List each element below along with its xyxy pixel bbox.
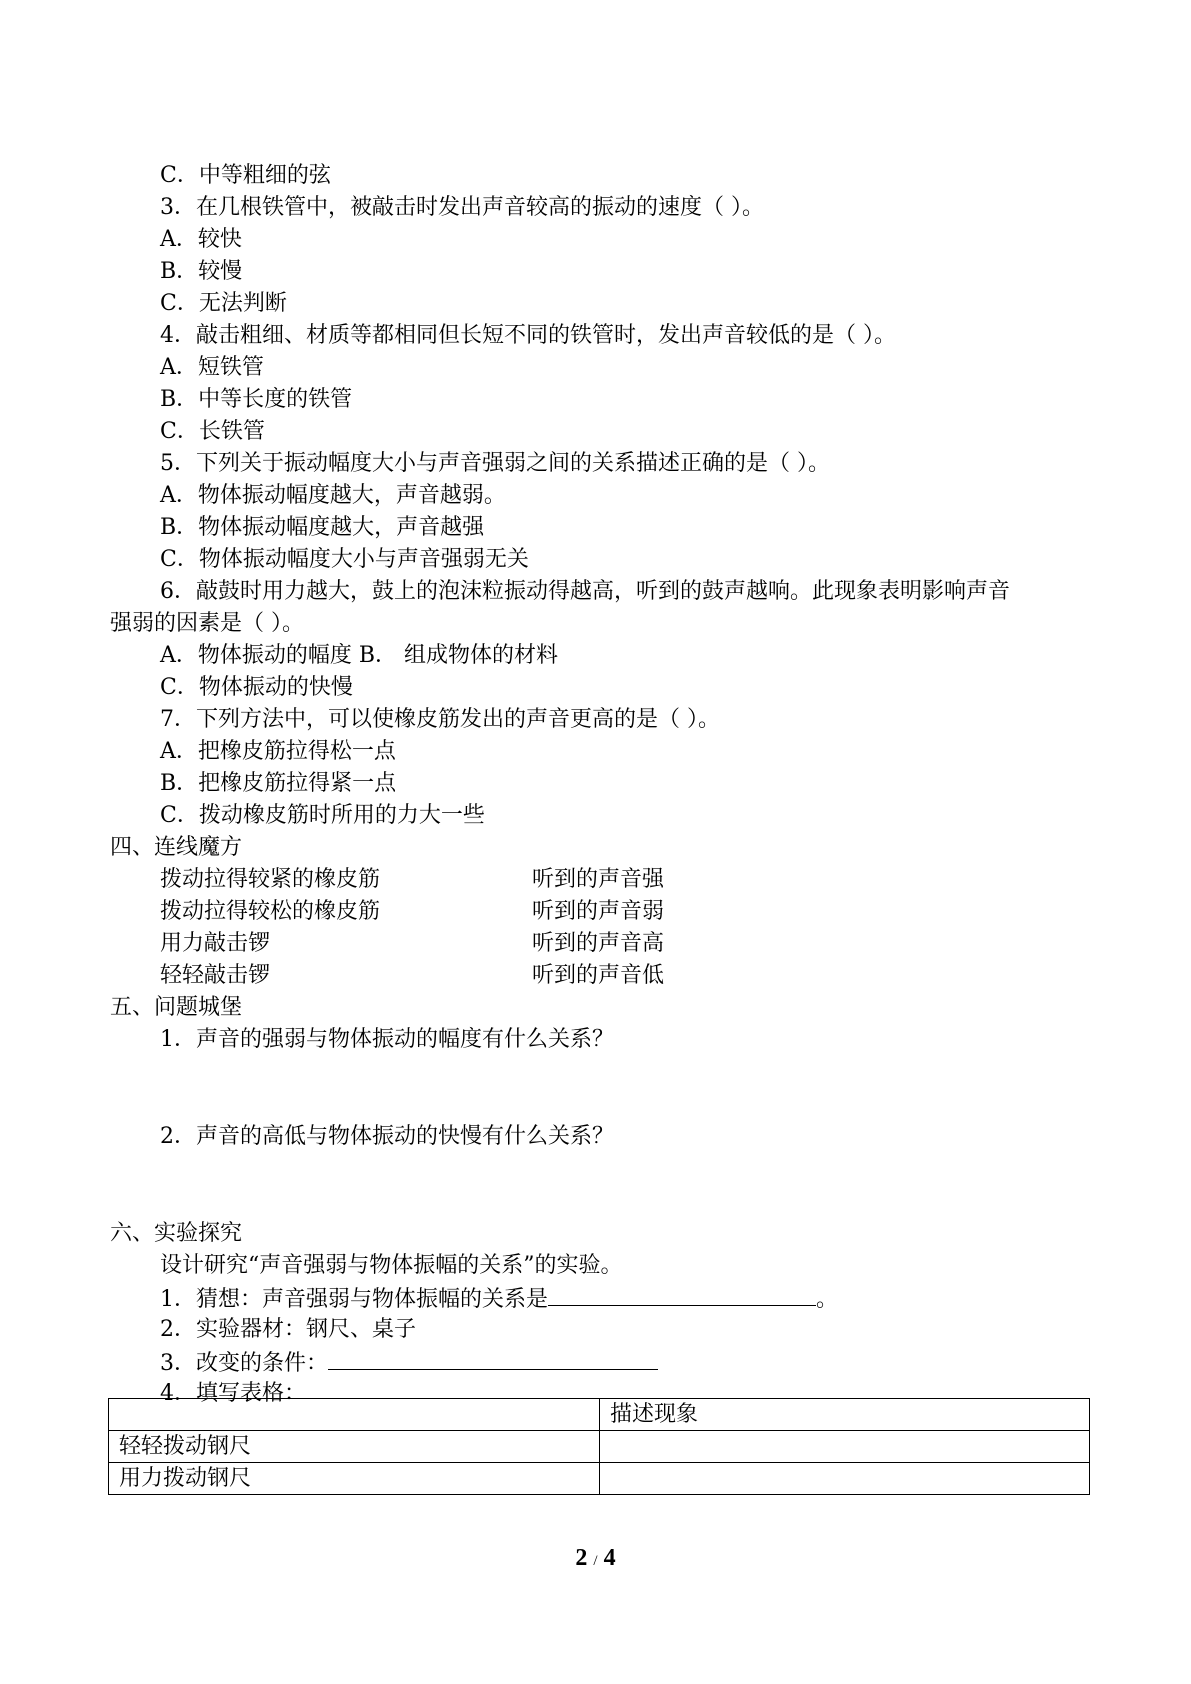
q6-option-ab: A．物体振动的幅度 B． 组成物体的材料 [160, 643, 559, 668]
q4-option-a: A．短铁管 [160, 355, 264, 380]
q4-stem: 4．敲击粗细、材质等都相同但长短不同的铁管时，发出声音较低的是（ ）。 [160, 323, 896, 348]
experiment-item-3 [160, 1347, 658, 1379]
condition-label: 3．改变的条件： [160, 1351, 328, 1376]
q6-stem-line2: 强弱的因素是（ ）。 [110, 611, 304, 636]
q5-option-c: C．物体振动幅度大小与声音强弱无关 [160, 547, 529, 572]
section5-title: 五、问题城堡 [110, 995, 243, 1020]
guess-answer-blank[interactable] [548, 1283, 816, 1306]
section5-question-1: 1．声音的强弱与物体振动的幅度有什么关系？ [160, 1027, 614, 1052]
experiment-item-1 [160, 1283, 838, 1315]
q6-stem-line1: 6．敲鼓时用力越大，鼓上的泡沫粒振动得越高，听到的鼓声越响。此现象表明影响声音 [160, 579, 1010, 604]
q3-stem: 3．在几根铁管中，被敲击时发出声音较高的振动的速度（ ）。 [160, 195, 764, 220]
section5-question-2: 2．声音的高低与物体振动的快慢有什么关系？ [160, 1124, 614, 1149]
table-header-cell [109, 1399, 600, 1431]
experiment-table [108, 1398, 1090, 1495]
q2-option-c: C．中等粗细的弦 [160, 163, 331, 188]
match-left-item: 拨动拉得较松的橡皮筋 [160, 899, 381, 924]
table-header-cell: 描述现象 [600, 1399, 1090, 1431]
condition-answer-blank[interactable] [328, 1347, 658, 1370]
q5-option-a: A．物体振动幅度越大，声音越弱。 [160, 483, 506, 508]
table-row-label: 用力拨动钢尺 [109, 1463, 600, 1495]
page-number [0, 1545, 1191, 1572]
match-left-item: 拨动拉得较紧的橡皮筋 [160, 867, 381, 892]
q3-option-b: B．较慢 [160, 259, 243, 284]
table-answer-cell[interactable] [600, 1431, 1090, 1463]
table-row [109, 1463, 1090, 1495]
q5-option-b: B．物体振动幅度越大，声音越强 [160, 515, 485, 540]
table-row-label: 轻轻拨动钢尺 [109, 1431, 600, 1463]
experiment-intro: 设计研究“声音强弱与物体振幅的关系”的实验。 [160, 1253, 623, 1278]
guess-suffix: 。 [816, 1287, 839, 1312]
q5-stem: 5．下列关于振动幅度大小与声音强弱之间的关系描述正确的是（ ）。 [160, 451, 830, 476]
page-total: 4 [603, 1545, 616, 1571]
section4-title: 四、连线魔方 [110, 835, 243, 860]
table-header-row [109, 1399, 1090, 1431]
experiment-item-4: 4．填写表格： [160, 1381, 306, 1406]
page-current: 2 [575, 1545, 588, 1571]
q7-stem: 7．下列方法中，可以使橡皮筋发出的声音更高的是（ ）。 [160, 707, 720, 732]
match-right-item: 听到的声音弱 [532, 899, 665, 924]
match-left-item: 用力敲击锣 [160, 931, 271, 956]
q7-option-a: A．把橡皮筋拉得松一点 [160, 739, 396, 764]
table-answer-cell[interactable] [600, 1463, 1090, 1495]
table-row [109, 1431, 1090, 1463]
q6-option-c: C．物体振动的快慢 [160, 675, 353, 700]
experiment-item-2: 2．实验器材：钢尺、桌子 [160, 1317, 416, 1342]
q7-option-b: B．把橡皮筋拉得紧一点 [160, 771, 397, 796]
q3-option-c: C．无法判断 [160, 291, 287, 316]
page-separator: / [593, 1553, 598, 1569]
match-right-item: 听到的声音高 [532, 931, 665, 956]
guess-label: 1．猜想：声音强弱与物体振幅的关系是 [160, 1287, 548, 1312]
q4-option-c: C．长铁管 [160, 419, 265, 444]
q7-option-c: C．拨动橡皮筋时所用的力大一些 [160, 803, 485, 828]
section6-title: 六、实验探究 [110, 1221, 243, 1246]
match-left-item: 轻轻敲击锣 [160, 963, 271, 988]
q4-option-b: B．中等长度的铁管 [160, 387, 353, 412]
q3-option-a: A．较快 [160, 227, 242, 252]
match-right-item: 听到的声音强 [532, 867, 665, 892]
match-right-item: 听到的声音低 [532, 963, 665, 988]
